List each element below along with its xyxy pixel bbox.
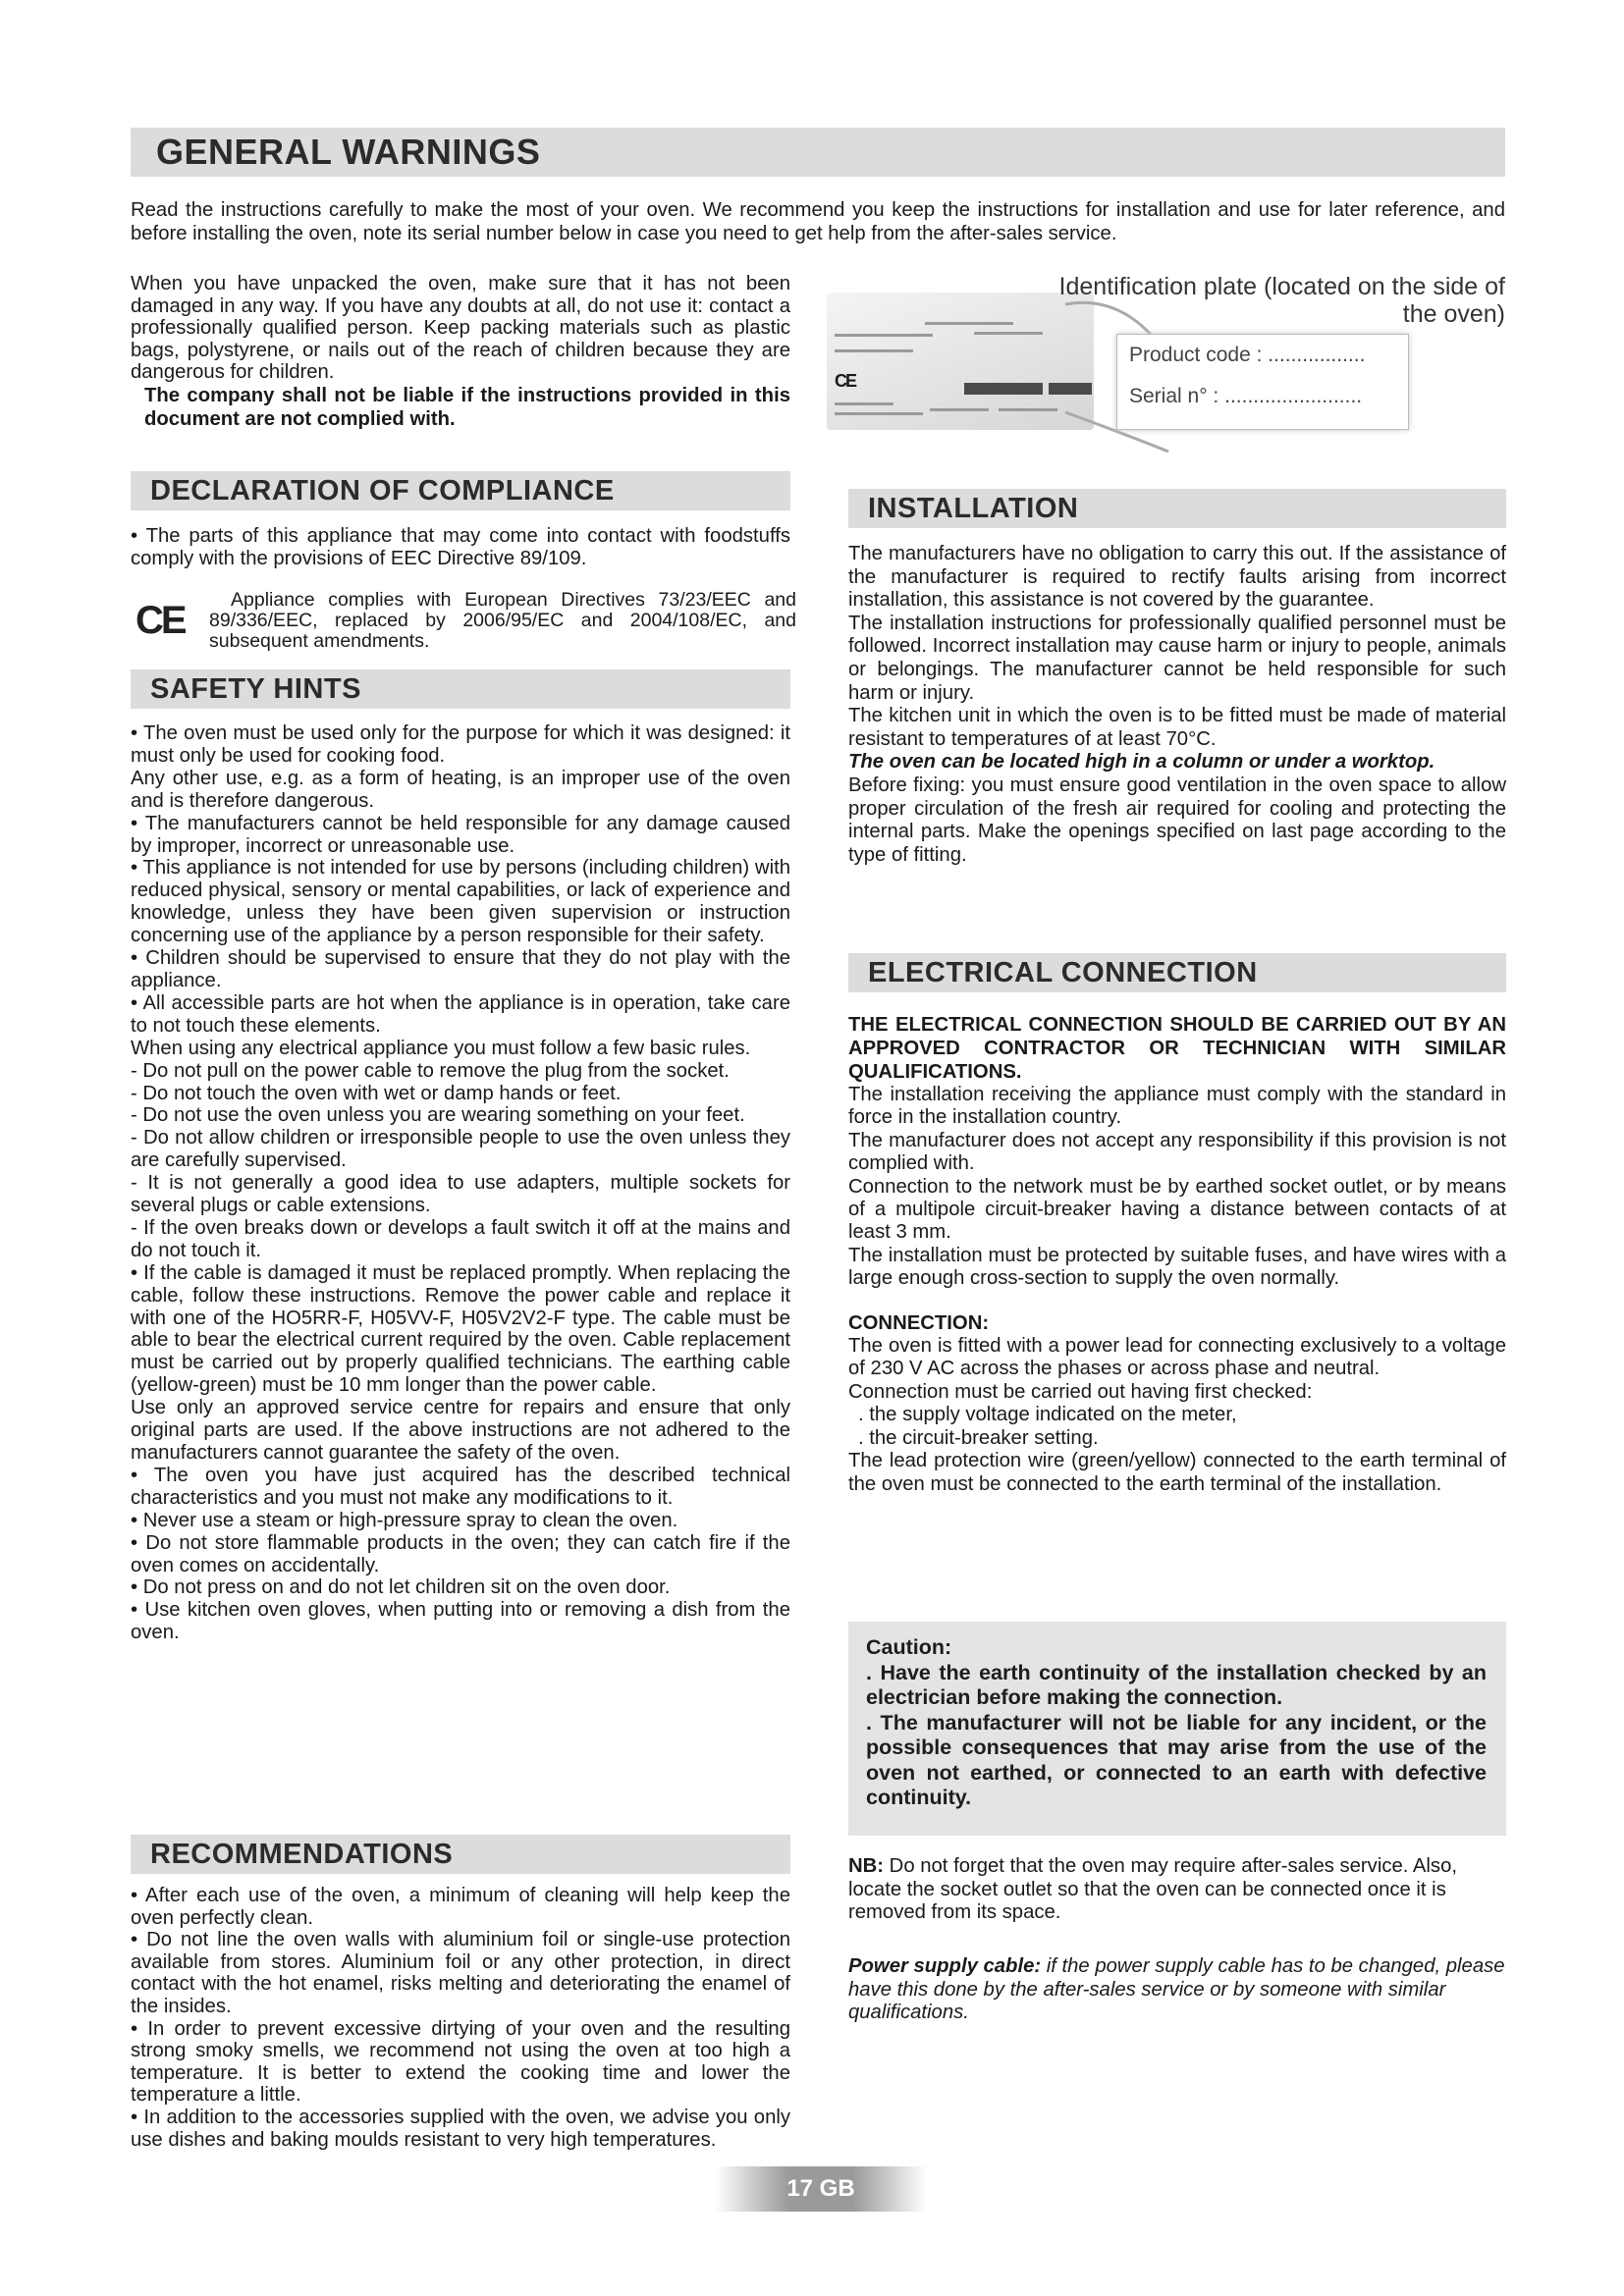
identification-plate-title: Identification plate (located on the side of the oven) xyxy=(1058,273,1505,328)
installation-p3: The kitchen unit in which the oven is to be fitted must be made of material resistant to temperatures of at least 70°C. xyxy=(848,705,1506,750)
safety-banner xyxy=(131,669,790,709)
serial-number-field: Serial n° : ........................ xyxy=(1129,385,1363,407)
power-cable-label: Power supply cable: xyxy=(848,1955,1042,1977)
safety-hint-item: • Never use a steam or high-pressure spray to clean the oven. xyxy=(131,1509,678,1531)
safety-hint-item: - Do not allow children or irresponsible people to use the oven unless they are carefully supervised. xyxy=(131,1127,790,1172)
recommendation-item: • In order to prevent excessive dirtying of your oven and the resulting strong smoky smells, we recommend not using the oven at too high a temperature. It is better to extend the cooking time and lower the temperature a little. xyxy=(131,2017,790,2107)
safety-hint-item: • This appliance is not intended for use by persons (including children) with reduced physical, sensory or mental capabilities, or lack of experience and knowledge, unless they have been given supervision or instruction concerning use of the appliance by a person responsible for their safety. xyxy=(131,857,790,947)
caution-line-2: . The manufacturer will not be liable for any incident, or the possible consequences that may arise from the use of the oven not earthed, or connected to an earth with defective continuity. xyxy=(866,1710,1487,1809)
safety-hint-item: Any other use, e.g. as a form of heating, is an improper use of the oven and is therefore dangerous. xyxy=(131,767,790,812)
recommendation-item: • In addition to the accessories supplied with the oven, we advise you only use dishes and baking moulds resistant to very high temperatures. xyxy=(131,2106,790,2151)
installation-p1: The manufacturers have no obligation to carry this out. If the assistance of the manufacturer is required to rectify faults arising from incorrect installation, this assistance is not covered by the guarantee. xyxy=(848,543,1506,612)
power-cable-text: if the power supply cable has to be changed, please have this done by the after-sales service or by someone with similar qualifications. xyxy=(848,1955,1505,2023)
connection-check-voltage: . the supply voltage indicated on the meter, xyxy=(858,1404,1237,1426)
compliance-paragraph: • The parts of this appliance that may come into contact with foodstuffs comply with the provisions of EEC Directive 89/109. xyxy=(131,525,790,569)
safety-hint-item: • Do not press on and do not let children sit on the oven door. xyxy=(131,1576,671,1599)
safety-hint-item: • The oven must be used only for the purpose for which it was designed: it must only be used for cooking food. xyxy=(131,722,790,767)
ce-mark-icon: CE xyxy=(135,599,185,642)
installation-p4: The oven can be located high in a column or under a worktop. xyxy=(848,751,1435,774)
safety-hint-item: • All accessible parts are hot when the appliance is in operation, take care to not touch these elements. xyxy=(131,991,790,1037)
electrical-p2: The manufacturer does not accept any responsibility if this provision is not complied with. xyxy=(848,1129,1506,1175)
electrical-p3: Connection to the network must be by earthed socket outlet, or by means of a multipole circuit-breaker having a distance between contacts of at least 3 mm. xyxy=(848,1175,1506,1244)
safety-hint-item: • The oven you have just acquired has the described technical characteristics and you must not make any modifications to it. xyxy=(131,1464,790,1509)
safety-hint-item: When using any electrical appliance you must follow a few basic rules. xyxy=(131,1037,751,1059)
electrical-banner xyxy=(848,953,1506,992)
page-title: GENERAL WARNINGS xyxy=(156,132,541,172)
intro-paragraph: Read the instructions carefully to make the most of your oven. We recommend you keep the instructions for installation and use for later reference, and before installing the oven, note its serial number below in case you need to get help from the after-sales service. xyxy=(131,199,1505,244)
caution-box xyxy=(848,1622,1506,1836)
recommendations-title: RECOMMENDATIONS xyxy=(150,1839,454,1870)
plate-ce-icon: CE xyxy=(835,371,856,391)
identification-plate-fields xyxy=(1116,334,1409,430)
safety-hints-list xyxy=(131,722,790,1644)
recommendation-item: • After each use of the oven, a minimum of cleaning will help keep the oven perfectly clean. xyxy=(131,1885,790,1929)
caution-title: Caution: xyxy=(866,1635,952,1659)
connection-heading: CONNECTION: xyxy=(848,1311,990,1334)
electrical-heading: THE ELECTRICAL CONNECTION SHOULD BE CARRIED OUT BY AN APPROVED CONTRACTOR OR TECHNICIAN WITH SIMILAR QUALIFICATIONS. xyxy=(848,1014,1506,1083)
caution-line-1: . Have the earth continuity of the installation checked by an electrician before making the connection. xyxy=(866,1660,1487,1709)
page-number: 17 GB xyxy=(786,2175,855,2202)
unpack-text: When you have unpacked the oven, make sure that it has not been damaged in any way. If you have any doubts at all, do not use it: contact a professionally qualified person. Keep packing materials such as plastic bags, polystyrene, or nails out of the reach of children because they are dangerous for children. xyxy=(131,273,790,384)
nb-label: NB: xyxy=(848,1855,885,1877)
unpack-block xyxy=(131,273,790,431)
product-code-field: Product code : ................. xyxy=(1129,344,1366,366)
power-cable-paragraph xyxy=(848,1955,1506,2025)
nb-text: Do not forget that the oven may require after-sales service. Also, locate the socket outlet so that the oven can be connected once it is removed from its space. xyxy=(848,1855,1457,1923)
installation-banner xyxy=(848,489,1506,528)
connection-p1: The oven is fitted with a power lead for connecting exclusively to a voltage of 230 V AC across the phases or across phase and neutral. xyxy=(848,1335,1506,1380)
compliance-title: DECLARATION OF COMPLIANCE xyxy=(150,475,615,507)
installation-p2: The installation instructions for professionally qualified personnel must be followed. Incorrect installation may cause harm or injury to people, animals or belongings. The manufacturer cannot be held responsible for such harm or injury. xyxy=(848,612,1506,704)
safety-hint-item: - It is not generally a good idea to use adapters, multiple sockets for several plugs or cable extensions. xyxy=(131,1172,790,1217)
safety-hint-item: - Do not use the oven unless you are wearing something on your feet. xyxy=(131,1104,745,1127)
general-warnings-banner xyxy=(131,128,1505,177)
connection-p5: The lead protection wire (green/yellow) connected to the earth terminal of the oven must be connected to the earth terminal of the installation. xyxy=(848,1450,1506,1495)
installation-title: INSTALLATION xyxy=(868,493,1079,524)
safety-hint-item: Use only an approved service centre for repairs and ensure that only original parts are used. If the above instructions are not adhered to the manufacturers cannot guarantee the safety of the oven. xyxy=(131,1397,790,1464)
electrical-p4: The installation must be protected by suitable fuses, and have wires with a large enough cross-section to supply the oven normally. xyxy=(848,1244,1506,1290)
safety-title: SAFETY HINTS xyxy=(150,673,361,705)
safety-hint-item: - Do not touch the oven with wet or damp hands or feet. xyxy=(131,1082,622,1104)
safety-hint-item: • If the cable is damaged it must be replaced promptly. When replacing the cable, follow these instructions. Remove the power cable and replace it with one of the HO5RR-F, H05VV-F, H05V2V2-F type. The cable must be able to bear the electrical current required by the oven. Cable replacement must be carried out by properly qualified technicians. The earthing cable (yellow-green) must be 10 mm longer than the power cable. xyxy=(131,1261,790,1397)
recommendations-banner xyxy=(131,1835,790,1874)
electrical-title: ELECTRICAL CONNECTION xyxy=(868,957,1258,988)
installation-text xyxy=(848,543,1506,867)
safety-hint-item: • Use kitchen oven gloves, when putting into or removing a dish from the oven. xyxy=(131,1599,790,1644)
recommendations-list xyxy=(131,1885,790,2151)
electrical-p1: The installation receiving the appliance must comply with the standard in force in the installation country. xyxy=(848,1084,1506,1129)
safety-hint-item: • Children should be supervised to ensure that they do not play with the appliance. xyxy=(131,947,790,991)
safety-hint-item: • The manufacturers cannot be held responsible for any damage caused by improper, incorrect or unreasonable use. xyxy=(131,812,790,857)
recommendation-item: • Do not line the oven walls with aluminium foil or single-use protection available from stores. Aluminium foil or any other protection, in direct contact with the hot enamel, risks melting and deteriorating the enamel of the insides. xyxy=(131,1929,790,2017)
connection-p2: Connection must be carried out having first checked: xyxy=(848,1380,1313,1403)
compliance-banner xyxy=(131,471,790,510)
installation-p5: Before fixing: you must ensure good ventilation in the oven space to allow proper circulation of the fresh air required for cooling and protecting the internal parts. Make the openings specified on last page according to the type of fitting. xyxy=(848,774,1506,866)
nb-paragraph xyxy=(848,1855,1506,1925)
safety-hint-item: - Do not pull on the power cable to remove the plug from the socket. xyxy=(131,1059,730,1082)
connection-check-breaker: . the circuit-breaker setting. xyxy=(858,1426,1099,1449)
safety-hint-item: - If the oven breaks down or develops a fault switch it off at the mains and do not touch it. xyxy=(131,1216,790,1261)
directives-paragraph: Appliance complies with European Directives 73/23/EEC and 89/336/EEC, replaced by 2006/95/EC and 2004/108/EC, and subsequent amendments. xyxy=(209,589,796,652)
safety-hint-item: • Do not store flammable products in the oven; they can catch fire if the oven comes on accidentally. xyxy=(131,1531,790,1576)
liability-notice: The company shall not be liable if the instructions provided in this document are not complied with. xyxy=(144,384,790,430)
page-number-badge xyxy=(715,2166,927,2212)
electrical-text xyxy=(848,1013,1506,1496)
